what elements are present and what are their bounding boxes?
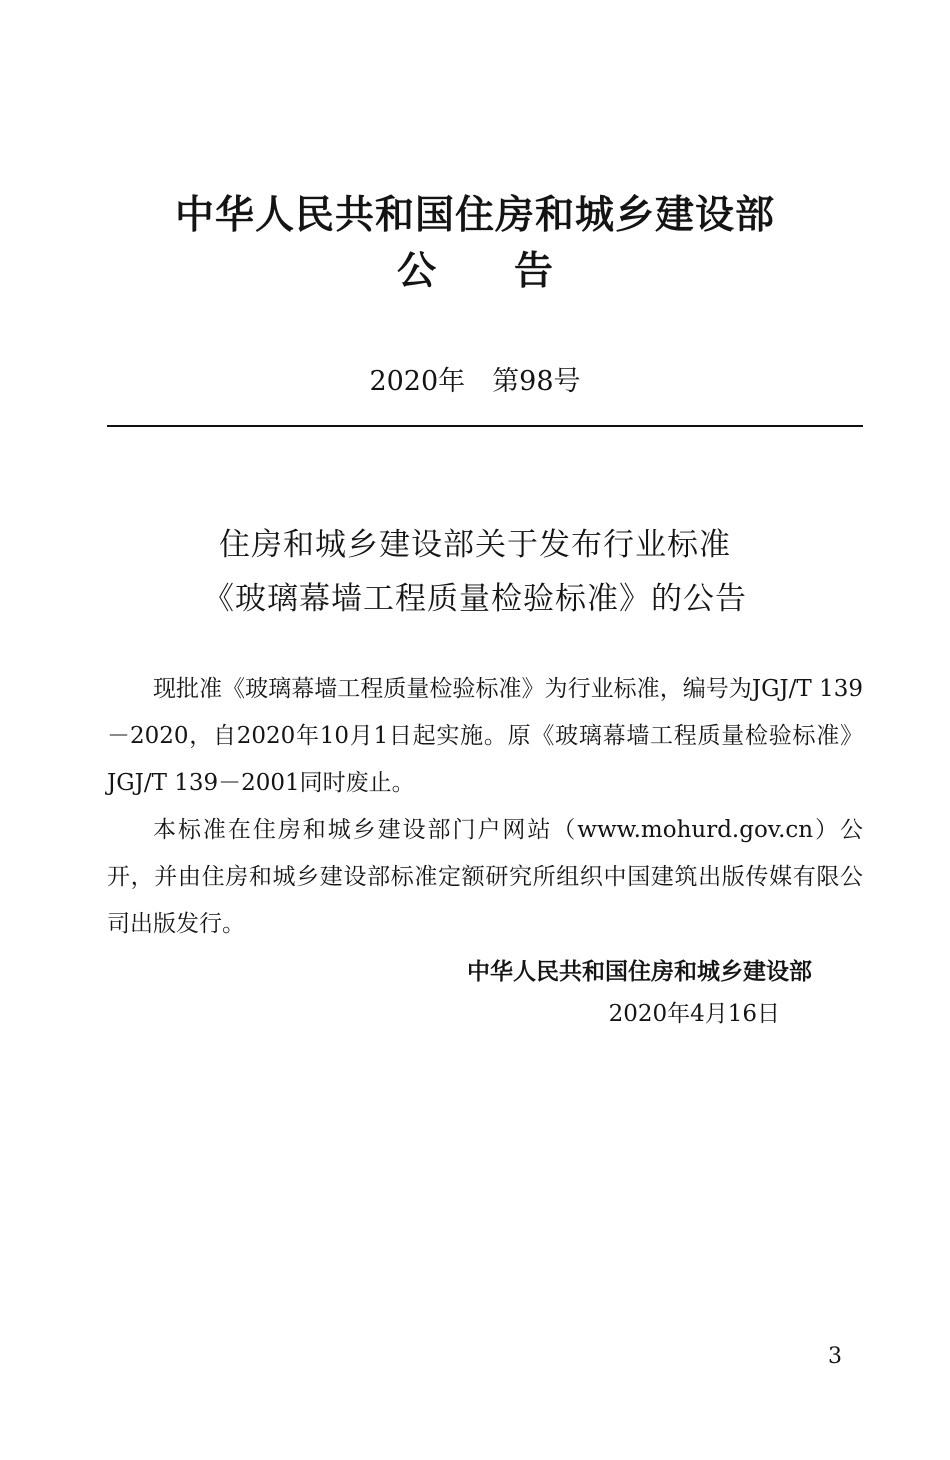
page-number: 3 — [828, 1344, 842, 1369]
document-type-heading: 公告 — [396, 249, 631, 294]
body-paragraph: 现批准《玻璃幕墙工程质量检验标准》为行业标准，编号为JGJ/T 139－2020，自2020年10月1日起实施。原《玻璃幕墙工程质量检验标准》JGJ/T 139－2001同时废止。 — [107, 676, 863, 796]
signature-date: 2020年4月16日 — [608, 1001, 780, 1027]
signature-issuer: 中华人民共和国住房和城乡建设部 — [467, 959, 812, 985]
issuer-heading: 中华人民共和国住房和城乡建设部 — [174, 193, 775, 238]
announcement-title — [0, 520, 950, 624]
announcement-number: 2020年 第98号 — [369, 366, 581, 397]
announcement-body — [107, 666, 863, 948]
title-line-2: 《玻璃幕墙工程质量检验标准》的公告 — [203, 581, 747, 617]
title-line-1: 住房和城乡建设部关于发布行业标准 — [219, 527, 731, 563]
body-paragraph: 本标准在住房和城乡建设部门户网站（www.mohurd.gov.cn）公开，并由住房和城乡建设部标准定额研究所组织中国建筑出版传媒有限公司出版发行。 — [107, 817, 863, 937]
header-divider — [107, 425, 863, 427]
